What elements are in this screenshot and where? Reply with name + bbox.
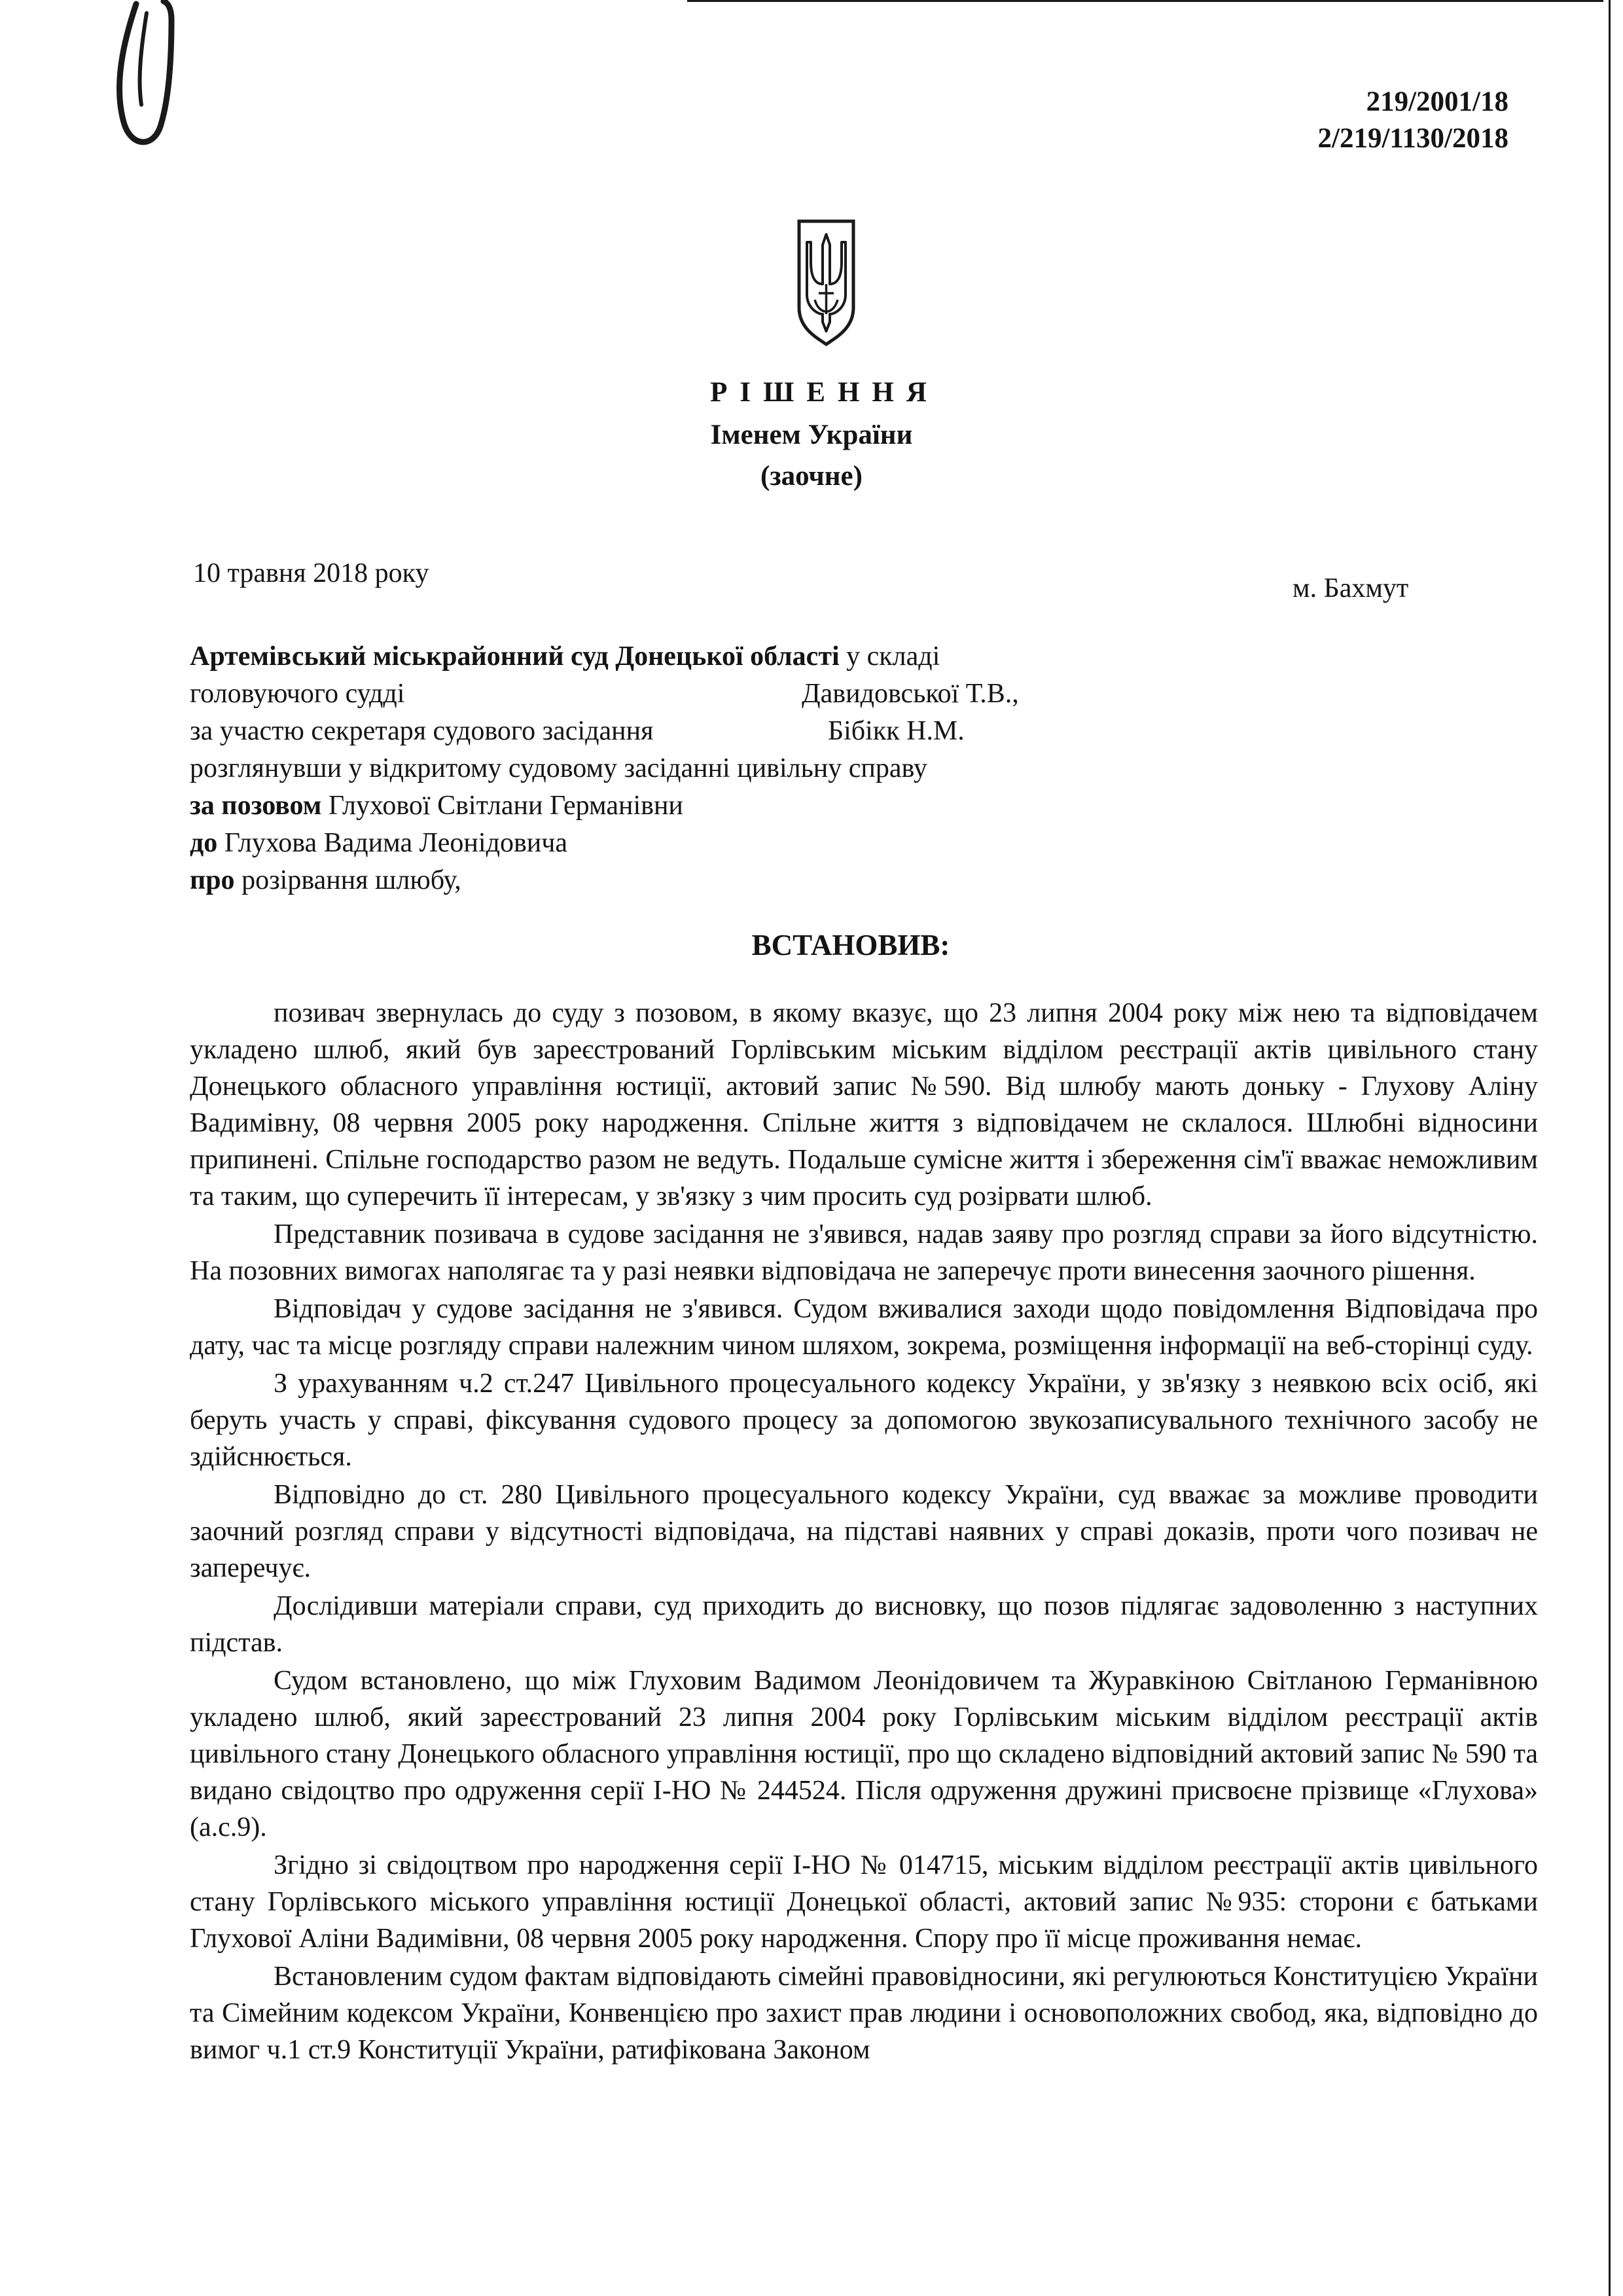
scan-edge-right <box>1609 0 1611 2296</box>
secretary-label: за участю секретаря судового засідання <box>190 716 654 746</box>
established-heading: ВСТАНОВИВ: <box>751 929 950 961</box>
against-person: Глухова Вадима Леонідовича <box>217 828 568 858</box>
court-composition <box>190 638 1060 899</box>
paper-clip-mark-icon <box>98 0 190 151</box>
case-numbers <box>1318 84 1508 157</box>
secretary-row <box>190 713 1060 750</box>
coat-of-arms-icon <box>795 216 857 347</box>
review-text: розглянувши у відкритому судовому засіданні цивільну справу <box>190 753 927 783</box>
paragraph-legal-basis: Встановленим судом фактам відповідають сімейні правовідносини, які регулюються Конституцією України та Сімейним кодексом України, Конвенцією про захист прав людини і основоположних свобод, яка, відповідно до вимог ч.1 ст.9 Конституції України, ратифікована Законом <box>190 1962 1538 2065</box>
decision-body <box>190 995 1538 2070</box>
document-title: РІШЕННЯ <box>710 377 939 408</box>
paragraph-recording: З урахуванням ч.2 ст.247 Цивільного процесуального кодексу України, у зв'язку з неявкою всіх осіб, які беруть участь у справі, фіксування судового процесу за допомогою звукозаписувального технічного засобу не здійснюється. <box>190 1369 1538 1472</box>
subject-row <box>190 862 1060 899</box>
secretary-name: Бібікк Н.М. <box>828 716 965 746</box>
paragraph-birth-certificate: Згідно зі свідоцтвом про народження серії І-НО № 014715, міським відділом реєстрації актів цивільного стану Горлівського міського управління юстиції Донецької області, актовий запис №935: сторони є батьками Глухової Аліни Вадимівни, 08 червня 2005 року народження. Спору про її місце проживання немає. <box>190 1850 1538 1954</box>
document-subtitle: Іменем України <box>710 420 913 450</box>
subject-text: розірвання шлюбу, <box>234 865 461 895</box>
case-number-secondary: 2/219/1130/2018 <box>1317 123 1508 154</box>
paragraph-conclusion: Дослідивши матеріали справи, суд приходить до висновку, що позов підлягає задоволенню з наступних підстав. <box>190 1591 1538 1658</box>
case-number-primary: 219/2001/18 <box>1366 86 1508 117</box>
paragraph-marriage-facts: Судом встановлено, що між Глуховим Вадимом Леонідовичем та Журавкіною Світланою Германівною укладено шлюб, який зареєстрований 23 липня 2004 року Горлівським міським відділом реєстрації актів цивільного стану Донецького обласного управління юстиції, про що складено відповідний актовий запис № 590 та видано свідоцтво про одруження серії І-НО № 244524. Після одруження дружині присвоєне прізвище «Глухова» (а.с.9). <box>190 1666 1538 1842</box>
document-type-note: (заочне) <box>760 461 863 492</box>
claim-prefix: за позовом <box>190 791 322 821</box>
review-row <box>190 750 1060 787</box>
decision-date: 10 травня 2018 року <box>193 558 429 588</box>
presiding-name: Давидовської Т.В., <box>802 679 1019 709</box>
paragraph-claim: позивач звернулась до суду з позовом, в якому вказує, що 23 липня 2004 року між нею та відповідачем укладено шлюб, який був зареєстрований Горлівським міським відділом реєстрації актів цивільного стану Донецького обласного управління юстиції, актовий запис №590. Від шлюбу мають доньку - Глухову Аліну Вадимівну, 08 червня 2005 року народження. Спільне життя з відповідачем не склалося. Шлюбні відносини припинені. Спільне господарство разом не ведуть. Подальше сумісне життя і збереження сім'ї вважає неможливим та таким, що суперечить її інтересам, у зв'язку з чим просить суд розірвати шлюб. <box>190 998 1538 1211</box>
court-row <box>190 638 1060 675</box>
presiding-label: головуючого судді <box>190 679 405 709</box>
scan-edge-top <box>687 0 1603 2</box>
claim-person: Глухової Світлани Германівни <box>321 791 683 821</box>
court-tail: у складі <box>839 641 940 672</box>
decision-city: м. Бахмут <box>1293 573 1409 603</box>
subject-prefix: про <box>190 865 235 895</box>
paragraph-defendant: Відповідач у судове засідання не з'явився. Судом вживалися заходи щодо повідомлення Відповідача про дату, час та місце розгляду справи належним чином шляхом, зокрема, розміщення інформації на веб-сторінці суду. <box>190 1294 1538 1361</box>
against-row <box>190 825 1060 862</box>
paragraph-representative: Представник позивача в судове засідання не з'явився, надав заяву про розгляд справи за його відсутністю. На позовних вимогах наполягає та у разі неявки відповідача не заперечує проти винесення заочного рішення. <box>190 1219 1538 1286</box>
paragraph-absentia: Відповідно до ст. 280 Цивільного процесуального кодексу України, суд вважає за можливе проводити заочний розгляд справи у відсутності відповідача, на підставі наявних у справі доказів, проти чого позивач не заперечує. <box>190 1480 1538 1583</box>
against-prefix: до <box>190 828 218 858</box>
presiding-row <box>190 675 1060 713</box>
claim-row <box>190 787 1060 825</box>
court-name: Артемівський міськрайонний суд Донецької області <box>190 641 840 672</box>
